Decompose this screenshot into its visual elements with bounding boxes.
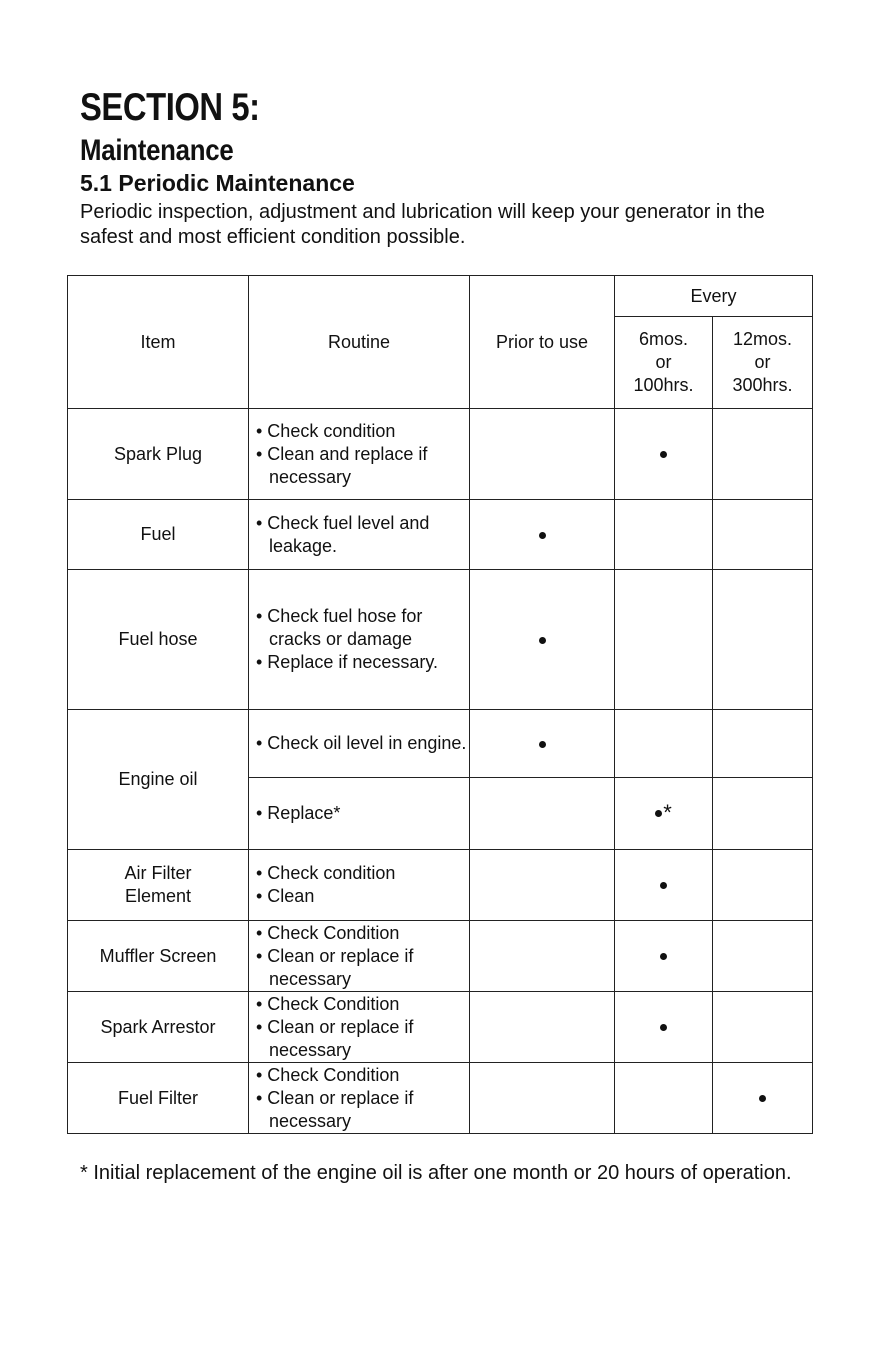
header-6-months-line: 6mos.: [638, 329, 689, 349]
header-6-months-line: 100hrs.: [633, 375, 694, 395]
table-row: [68, 1063, 813, 1134]
check-dot-icon: [759, 1095, 766, 1102]
header-prior-to-use: Prior to use: [470, 276, 615, 409]
prior-cell: [470, 500, 615, 570]
routine-cell: [249, 850, 470, 921]
check-dot-icon: [655, 810, 662, 817]
routine-cell: [249, 409, 470, 500]
maintenance-table: [67, 275, 813, 1134]
routine-line: • Replace*: [256, 803, 341, 823]
six-month-cell: [615, 570, 713, 710]
header-12-months-line: 300hrs.: [732, 375, 793, 395]
routine-cell: [249, 778, 470, 850]
check-dot-icon: [539, 741, 546, 748]
table-row: [68, 992, 813, 1063]
footnote-marker: *: [663, 799, 672, 825]
prior-cell: [470, 1063, 615, 1134]
header-6-months-line: or: [655, 352, 672, 372]
routine-cell: [249, 992, 470, 1063]
header-routine: Routine: [249, 276, 470, 409]
twelve-month-cell: [713, 1063, 813, 1134]
routine-line: • Check oil level in engine.: [256, 733, 467, 753]
twelve-month-cell: [713, 850, 813, 921]
twelve-month-cell: [713, 921, 813, 992]
routine-line: • Replace if necessary.: [256, 652, 439, 672]
table-row: [68, 409, 813, 500]
routine-line: • Check fuel level and leakage.: [256, 512, 430, 556]
header-12-months: [713, 317, 813, 409]
check-dot-icon: [660, 451, 667, 458]
routine-line: • Clean or replace if necessary: [256, 1087, 414, 1131]
table-row: [68, 570, 813, 710]
check-dot-icon: [539, 637, 546, 644]
footnote: * Initial replacement of the engine oil is after one month or 20 hours of operation.: [80, 1162, 792, 1184]
routine-cell: [249, 710, 470, 778]
item-line: Air Filter: [124, 863, 192, 883]
six-month-cell: [615, 850, 713, 921]
check-dot-icon: [660, 882, 667, 889]
item-cell: Spark Plug: [68, 409, 249, 500]
item-cell: Spark Arrestor: [68, 992, 249, 1063]
table-row: [68, 500, 813, 570]
chapter-title: Maintenance: [80, 134, 234, 167]
header-every: Every: [615, 276, 813, 317]
item-cell: Fuel: [68, 500, 249, 570]
routine-line: • Clean and replace if necessary: [256, 443, 428, 487]
six-month-cell: [615, 710, 713, 778]
routine-line: • Check Condition: [256, 1064, 400, 1085]
routine-line: • Check condition: [256, 863, 396, 883]
prior-cell: [470, 570, 615, 710]
section-heading: SECTION 5:: [80, 86, 260, 129]
routine-line: • Check Condition: [256, 922, 400, 943]
item-cell: Muffler Screen: [68, 921, 249, 992]
twelve-month-cell: [713, 409, 813, 500]
prior-cell: [470, 710, 615, 778]
subsection-title: 5.1 Periodic Maintenance: [80, 170, 355, 196]
twelve-month-cell: [713, 778, 813, 850]
prior-cell: [470, 850, 615, 921]
header-12-months-line: 12mos.: [732, 329, 793, 349]
prior-cell: [470, 409, 615, 500]
intro-paragraph: Periodic inspection, adjustment and lubrication will keep your generator in the safest and most efficient condition possible.: [80, 201, 765, 248]
table-row: [68, 850, 813, 921]
routine-cell: [249, 921, 470, 992]
twelve-month-cell: [713, 710, 813, 778]
six-month-cell: [615, 500, 713, 570]
item-cell: [68, 850, 249, 921]
routine-line: • Clean or replace if necessary: [256, 1016, 414, 1060]
prior-cell: [470, 921, 615, 992]
routine-line: • Check Condition: [256, 993, 400, 1014]
check-dot-icon: [539, 532, 546, 539]
check-dot-icon: [660, 1024, 667, 1031]
routine-line: • Check condition: [256, 420, 396, 441]
prior-cell: [470, 992, 615, 1063]
six-month-cell: [615, 409, 713, 500]
item-cell: Fuel Filter: [68, 1063, 249, 1134]
prior-cell: [470, 778, 615, 850]
item-cell: Fuel hose: [68, 570, 249, 710]
routine-line: • Clean or replace if necessary: [256, 945, 414, 989]
twelve-month-cell: [713, 992, 813, 1063]
routine-line: • Check fuel hose for cracks or damage: [256, 606, 423, 649]
check-dot-with-note: [655, 799, 672, 828]
routine-line: • Clean: [256, 886, 315, 906]
item-line: Element: [124, 886, 192, 906]
six-month-cell: [615, 778, 713, 850]
routine-cell: [249, 500, 470, 570]
six-month-cell: [615, 1063, 713, 1134]
table-row: [68, 710, 813, 778]
routine-cell: [249, 1063, 470, 1134]
item-cell: Engine oil: [68, 710, 249, 850]
six-month-cell: [615, 992, 713, 1063]
table-row: [68, 921, 813, 992]
six-month-cell: [615, 921, 713, 992]
twelve-month-cell: [713, 500, 813, 570]
header-item: Item: [68, 276, 249, 409]
header-12-months-line: or: [754, 352, 771, 372]
twelve-month-cell: [713, 570, 813, 710]
routine-cell: [249, 570, 470, 710]
header-6-months: [615, 317, 713, 409]
check-dot-icon: [660, 953, 667, 960]
